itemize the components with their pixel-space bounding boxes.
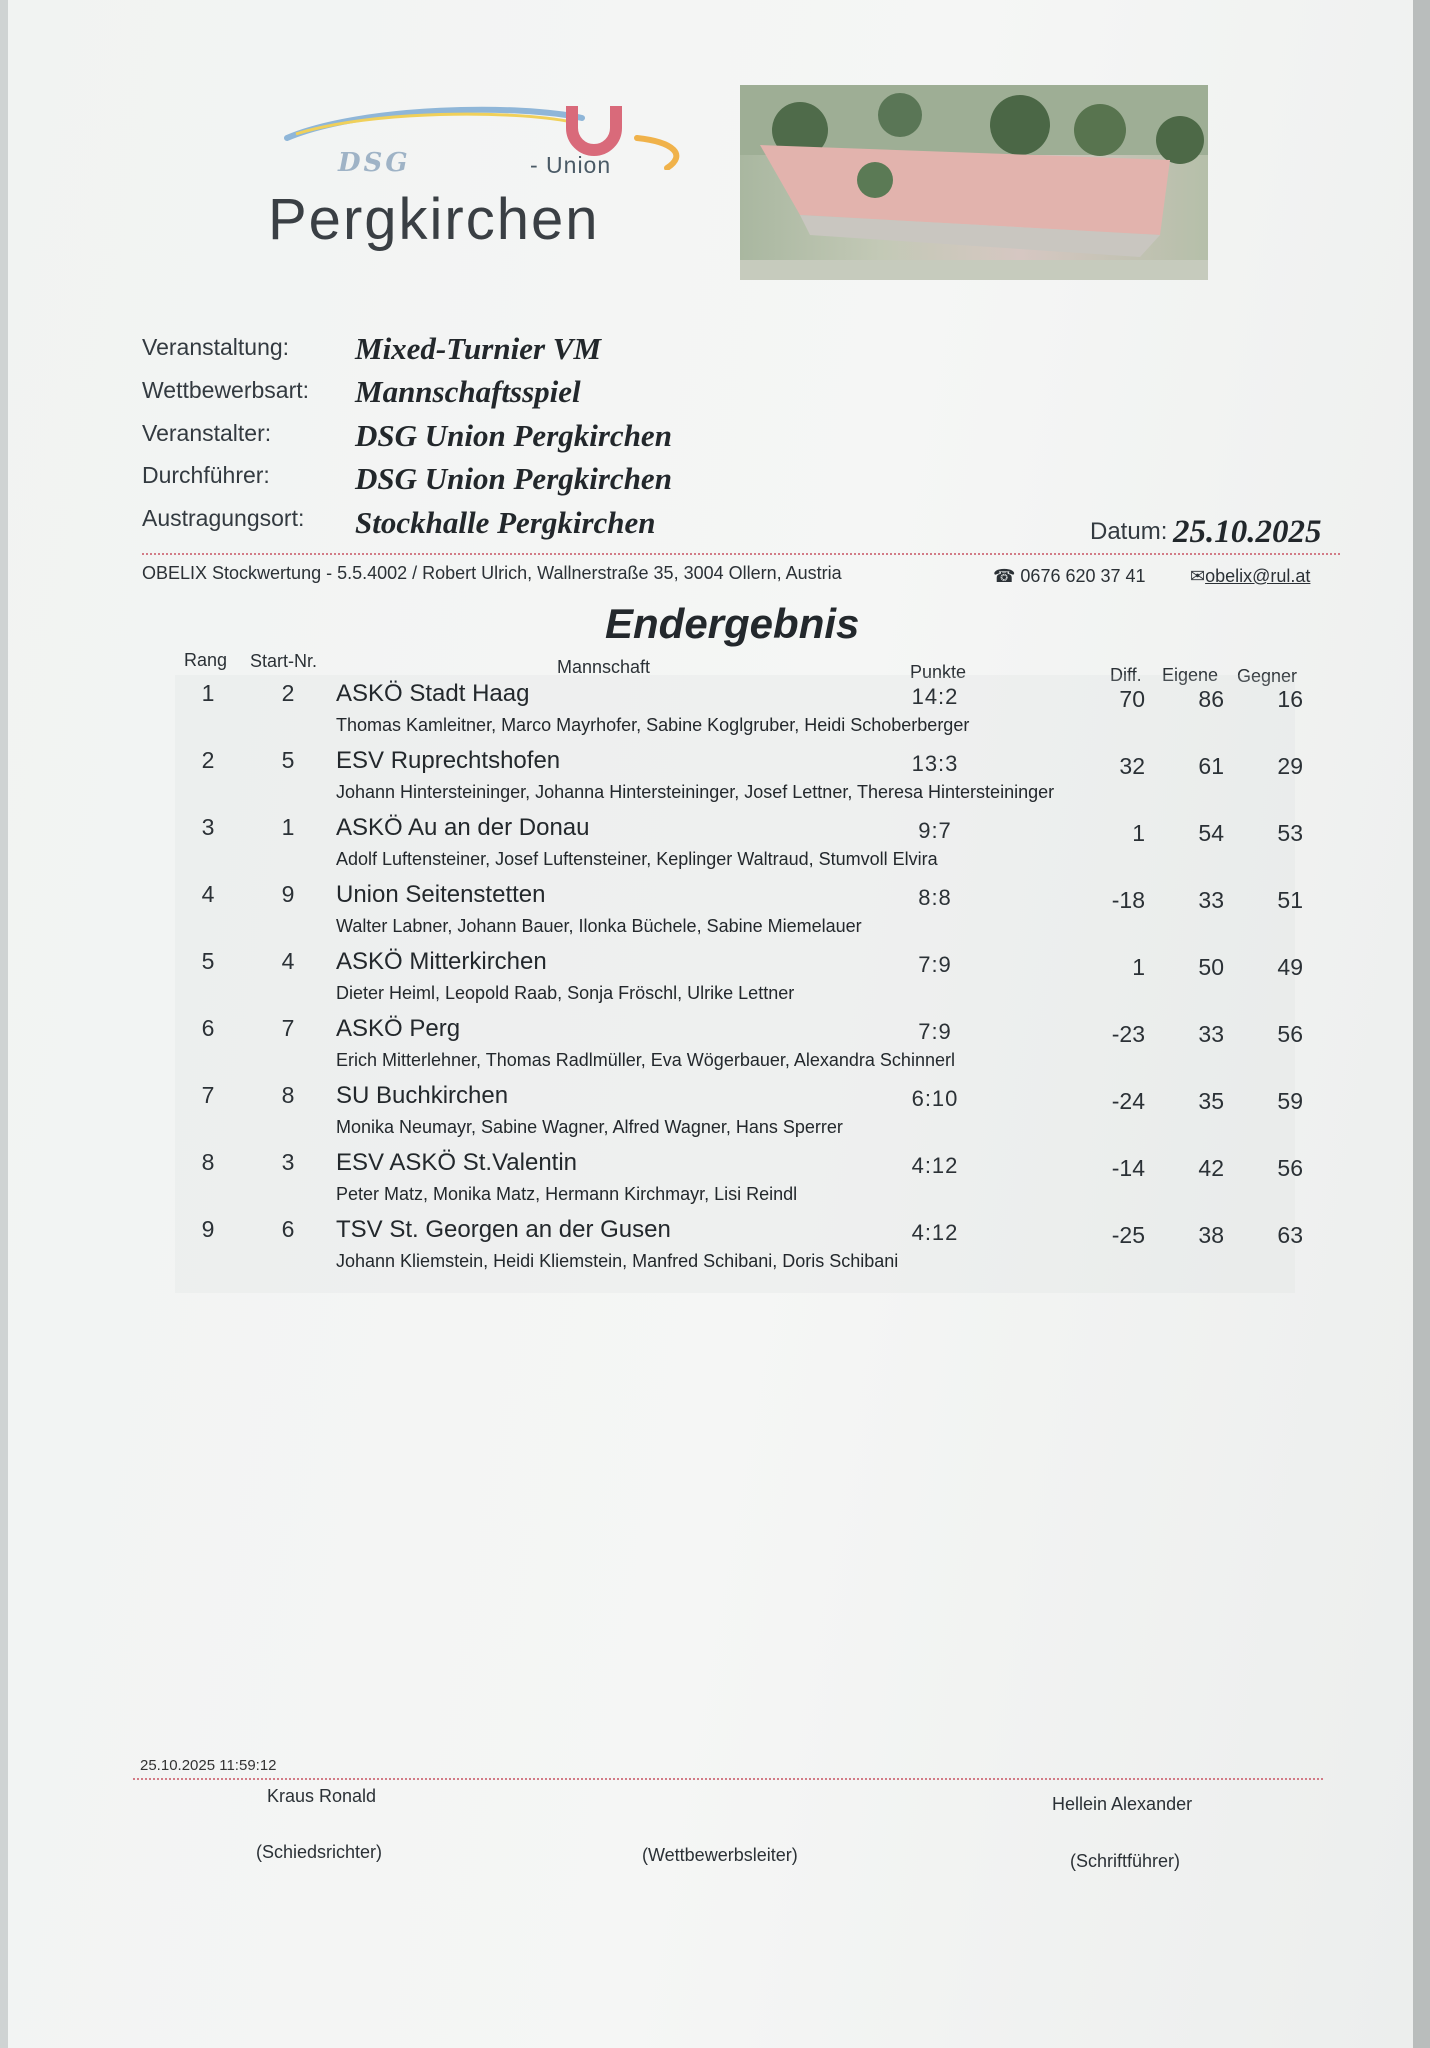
start-number-cell: 2 (281, 680, 295, 706)
team-name: ESV Ruprechtshofen (336, 747, 561, 774)
team-name: ASKÖ Perg (336, 1015, 461, 1042)
email-contact (1190, 566, 1310, 587)
rank-cell: 8 (201, 1149, 215, 1175)
points-cell: 4:12 (911, 1153, 959, 1178)
header-divider (142, 553, 1340, 555)
result-row (0, 747, 1430, 814)
diff-cell: -14 (1111, 1155, 1145, 1181)
rank-cell: 3 (201, 814, 215, 840)
logo-union-text: - Union (530, 152, 612, 178)
team-members: Monika Neumayr, Sabine Wagner, Alfred Wagner, Hans Sperrer (336, 1117, 843, 1137)
opponent-score-cell: 59 (1277, 1088, 1303, 1114)
points-cell: 14:2 (911, 684, 959, 709)
team-name: TSV St. Georgen an der Gusen (336, 1216, 671, 1243)
software-credit: OBELIX Stockwertung - 5.5.4002 / Robert Ulrich, Wallnerstraße 35, 3004 Ollern, Austria (142, 563, 842, 583)
header-start: Start-Nr. (250, 651, 318, 671)
start-number-cell: 6 (281, 1216, 295, 1242)
phone-icon: ☎ (993, 566, 1021, 586)
opponent-score-cell: 51 (1277, 887, 1303, 913)
own-score-cell: 33 (1198, 887, 1224, 913)
own-score-cell: 33 (1198, 1021, 1224, 1047)
header-opp: Gegner (1237, 666, 1298, 686)
diff-cell: -25 (1111, 1222, 1145, 1248)
header-team: Mannschaft (557, 657, 651, 677)
results-title: Endergebnis (605, 600, 860, 647)
logo-brand-text: DSG (338, 148, 411, 178)
secretary-role: (Schriftführer) (1070, 1851, 1181, 1871)
header-rank: Rang (184, 650, 228, 670)
label-austragungsort: Austragungsort: (142, 505, 305, 531)
start-number-cell: 9 (281, 881, 295, 907)
label-veranstaltung: Veranstaltung: (142, 334, 290, 360)
opponent-score-cell: 16 (1277, 686, 1303, 712)
team-name: ASKÖ Mitterkirchen (336, 948, 547, 975)
opponent-score-cell: 53 (1277, 820, 1303, 846)
diff-cell: -18 (1111, 887, 1145, 913)
value-austragungsort: Stockhalle Pergkirchen (355, 505, 656, 540)
opponent-score-cell: 56 (1277, 1155, 1303, 1181)
own-score-cell: 86 (1198, 686, 1224, 712)
rank-cell: 2 (201, 747, 215, 773)
footer-divider (133, 1778, 1323, 1780)
value-durchfuehrer: DSG Union Pergkirchen (355, 461, 672, 496)
logo-club-name: Pergkirchen (268, 187, 600, 252)
opponent-score-cell: 56 (1277, 1021, 1303, 1047)
result-row (0, 881, 1430, 948)
rank-cell: 4 (201, 881, 215, 907)
team-name: ASKÖ Au an der Donau (336, 814, 590, 841)
date-label: Datum: (1090, 518, 1168, 545)
team-members: Peter Matz, Monika Matz, Hermann Kirchmayr, Lisi Reindl (336, 1184, 798, 1204)
result-row (0, 814, 1430, 881)
own-score-cell: 54 (1198, 820, 1224, 846)
value-wettbewerbsart: Mannschaftsspiel (355, 374, 581, 409)
team-members: Dieter Heiml, Leopold Raab, Sonja Fröschl, Ulrike Lettner (336, 983, 795, 1003)
result-row (0, 1149, 1430, 1216)
diff-cell: 70 (1119, 686, 1145, 712)
referee-name: Kraus Ronald (267, 1786, 377, 1806)
rank-cell: 7 (201, 1082, 215, 1108)
value-veranstalter: DSG Union Pergkirchen (355, 418, 672, 453)
team-name: ASKÖ Stadt Haag (336, 680, 530, 707)
director-role: (Wettbewerbsleiter) (642, 1845, 798, 1865)
stockhalle-photo (740, 85, 1208, 280)
start-number-cell: 1 (281, 814, 295, 840)
opponent-score-cell: 49 (1277, 954, 1303, 980)
points-cell: 9:7 (918, 818, 952, 843)
header-diff: Diff. (1110, 665, 1142, 685)
phone-contact (993, 566, 1146, 587)
header-points: Punkte (910, 662, 967, 682)
team-members: Erich Mitterlehner, Thomas Radlmüller, Eva Wögerbauer, Alexandra Schinnerl (336, 1050, 955, 1070)
result-row (0, 680, 1430, 747)
rank-cell: 9 (201, 1216, 215, 1242)
points-cell: 7:9 (918, 1019, 952, 1044)
own-score-cell: 50 (1198, 954, 1224, 980)
label-wettbewerbsart: Wettbewerbsart: (142, 377, 310, 403)
rank-cell: 6 (201, 1015, 215, 1041)
start-number-cell: 3 (281, 1149, 295, 1175)
phone-number: 0676 620 37 41 (1020, 566, 1146, 586)
team-name: SU Buchkirchen (336, 1082, 509, 1109)
start-number-cell: 5 (281, 747, 295, 773)
start-number-cell: 7 (281, 1015, 295, 1041)
diff-cell: 32 (1119, 753, 1145, 779)
points-cell: 7:9 (918, 952, 952, 977)
diff-cell: -24 (1111, 1088, 1145, 1114)
own-score-cell: 61 (1198, 753, 1224, 779)
rank-cell: 1 (201, 680, 215, 706)
header-own: Eigene (1162, 665, 1219, 685)
team-members: Thomas Kamleitner, Marco Mayrhofer, Sabine Koglgruber, Heidi Schoberberger (336, 715, 970, 735)
referee-role: (Schiedsrichter) (256, 1842, 383, 1862)
rank-cell: 5 (201, 948, 215, 974)
label-durchfuehrer: Durchführer: (142, 462, 270, 488)
value-veranstaltung: Mixed-Turnier VM (355, 331, 602, 366)
result-row (0, 1082, 1430, 1149)
points-cell: 8:8 (918, 885, 952, 910)
team-members: Walter Labner, Johann Bauer, Ilonka Büchele, Sabine Miemelauer (336, 916, 862, 936)
email-address: obelix@rul.at (1205, 566, 1311, 586)
team-members: Johann Kliemstein, Heidi Kliemstein, Manfred Schibani, Doris Schibani (336, 1251, 899, 1271)
result-row (0, 948, 1430, 1015)
print-timestamp: 25.10.2025 11:59:12 (140, 1757, 277, 1774)
opponent-score-cell: 29 (1277, 753, 1303, 779)
label-veranstalter: Veranstalter: (142, 420, 272, 446)
own-score-cell: 42 (1198, 1155, 1224, 1181)
date-value: 25.10.2025 (1173, 514, 1322, 550)
result-row (0, 1216, 1430, 1283)
diff-cell: -23 (1111, 1021, 1145, 1047)
start-number-cell: 4 (281, 948, 295, 974)
envelope-icon: ✉ (1190, 566, 1206, 586)
own-score-cell: 35 (1198, 1088, 1224, 1114)
opponent-score-cell: 63 (1277, 1222, 1303, 1248)
secretary-name: Hellein Alexander (1052, 1794, 1193, 1814)
diff-cell: 1 (1132, 820, 1145, 846)
start-number-cell: 8 (281, 1082, 295, 1108)
own-score-cell: 38 (1198, 1222, 1224, 1248)
team-members: Adolf Luftensteiner, Josef Luftensteiner, Keplinger Waltraud, Stumvoll Elvira (336, 849, 938, 869)
team-name: Union Seitenstetten (336, 881, 546, 908)
points-cell: 13:3 (911, 751, 959, 776)
points-cell: 6:10 (911, 1086, 959, 1111)
result-row (0, 1015, 1430, 1082)
diff-cell: 1 (1132, 954, 1145, 980)
team-name: ESV ASKÖ St.Valentin (336, 1149, 578, 1176)
points-cell: 4:12 (911, 1220, 959, 1245)
team-members: Johann Hintersteininger, Johanna Hintersteininger, Josef Lettner, Theresa Hintersteininger (336, 782, 1055, 802)
